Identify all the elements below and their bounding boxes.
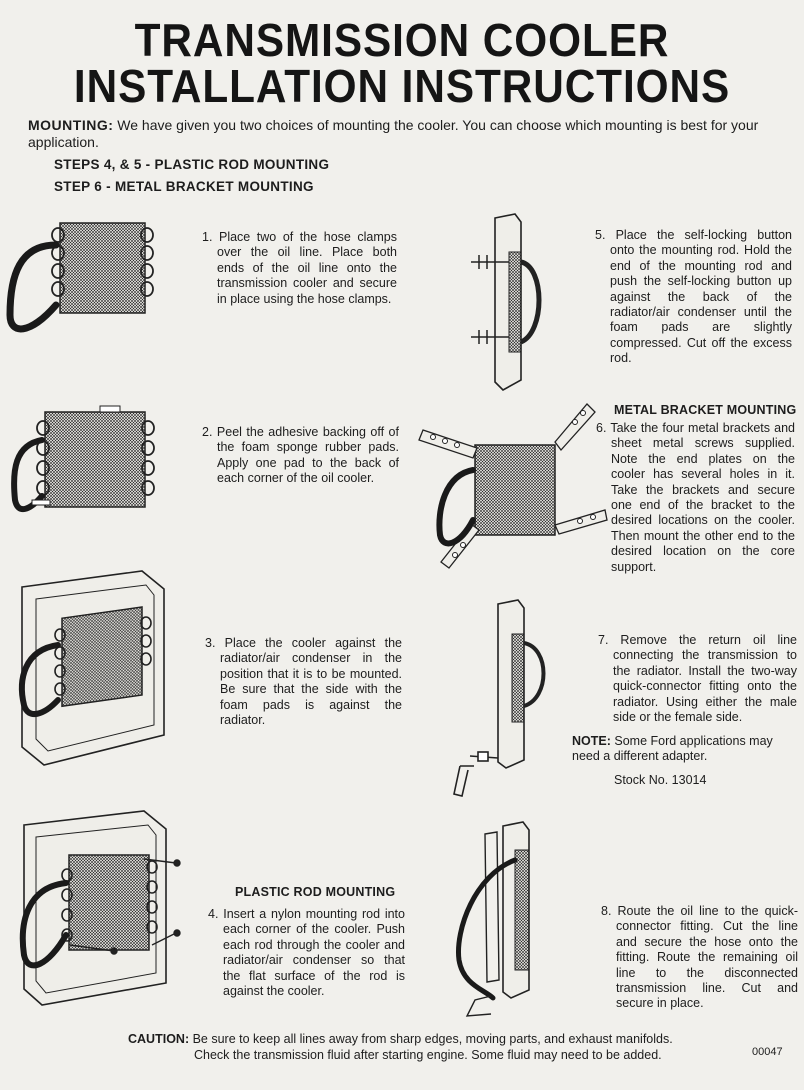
- figure-quick-connector: [440, 598, 550, 803]
- caution-line-2: Check the transmission fluid after starting engine. Some fluid may need to be added.: [194, 1048, 662, 1062]
- mounting-label: MOUNTING:: [28, 117, 114, 133]
- step-3-text: 3. Place the cooler against the radiator/air condenser in the position that it is to be mounted. Be sure that the side with the foam pads is against the radiator.: [205, 636, 402, 728]
- step-2-text: 2. Peel the adhesive backing off of the foam sponge rubber pads. Apply one pad to the back of each corner of the oil cooler.: [202, 425, 399, 486]
- steps-plastic: STEPS 4, & 5 - PLASTIC ROD MOUNTING: [54, 157, 330, 172]
- note-text: Some Ford applications may need a different adapter.: [572, 734, 773, 764]
- step-7-text: 7. Remove the return oil line connecting the transmission to the radiator. Install the two-way quick-connector fitting onto the radiator. Using either the male side or the female side.: [598, 633, 797, 725]
- caution-line-1: Be sure to keep all lines away from sharp edges, moving parts, and exhaust manifolds.: [192, 1032, 673, 1046]
- figure-cooler-with-pads: [0, 400, 170, 530]
- mounting-intro: [28, 117, 763, 151]
- note-block: [572, 734, 786, 765]
- stock-number: Stock No. 13014: [614, 773, 707, 787]
- note-label: NOTE:: [572, 734, 611, 748]
- steps-metal: STEP 6 - METAL BRACKET MOUNTING: [54, 179, 314, 194]
- figure-plastic-rod-mounting: [14, 805, 189, 1015]
- figure-routed-oil-line: [445, 820, 560, 1025]
- caution-block: [128, 1031, 673, 1063]
- title-line-1: TRANSMISSION COOLER: [134, 14, 670, 66]
- document-code: 00047: [752, 1046, 783, 1058]
- caution-label: CAUTION:: [128, 1032, 190, 1046]
- figure-metal-bracket-mounting: [415, 400, 615, 575]
- title-line-2: INSTALLATION INSTRUCTIONS: [73, 60, 731, 112]
- step-4-text: 4. Insert a nylon mounting rod into each corner of the cooler. Push each rod through the cooler and radiator/air condenser so that the flat surface of the rod is against the cooler.: [208, 907, 405, 999]
- step-1-text: 1. Place two of the hose clamps over the oil line. Place both ends of the oil line onto the transmission cooler and secure in place using the hose clamps.: [202, 230, 397, 306]
- step-5-text: 5. Place the self-locking button onto the mounting rod. Hold the end of the mounting rod and push the self-locking button up against the back of the radiator/air condenser until the foam pads are slightly compressed. Cut off the excess rod.: [595, 228, 792, 366]
- step-8-text: 8. Route the oil line to the quick-connector fitting. Cut the line and secure the hose onto the fitting. Route the remaining oil line to the disconnected transmission line. Cut and secure in place.: [601, 904, 798, 1011]
- mounting-text: We have given you two choices of mounting the cooler. You can choose which mounting is best for your application.: [28, 117, 759, 150]
- figure-cooler-with-hose: [0, 205, 170, 350]
- figure-cooler-against-radiator: [14, 565, 174, 775]
- metal-bracket-heading: METAL BRACKET MOUNTING: [614, 403, 797, 417]
- step-6-text: 6. Take the four metal brackets and sheet metal screws supplied. Note the end plates on the cooler has several holes in it. Take the brackets and secure one end of the bracket to the desired locations on the cooler. Then mount the other end to the desired location on the core support.: [596, 421, 795, 574]
- figure-self-locking-button: [465, 212, 565, 397]
- plastic-rod-heading: PLASTIC ROD MOUNTING: [235, 885, 396, 899]
